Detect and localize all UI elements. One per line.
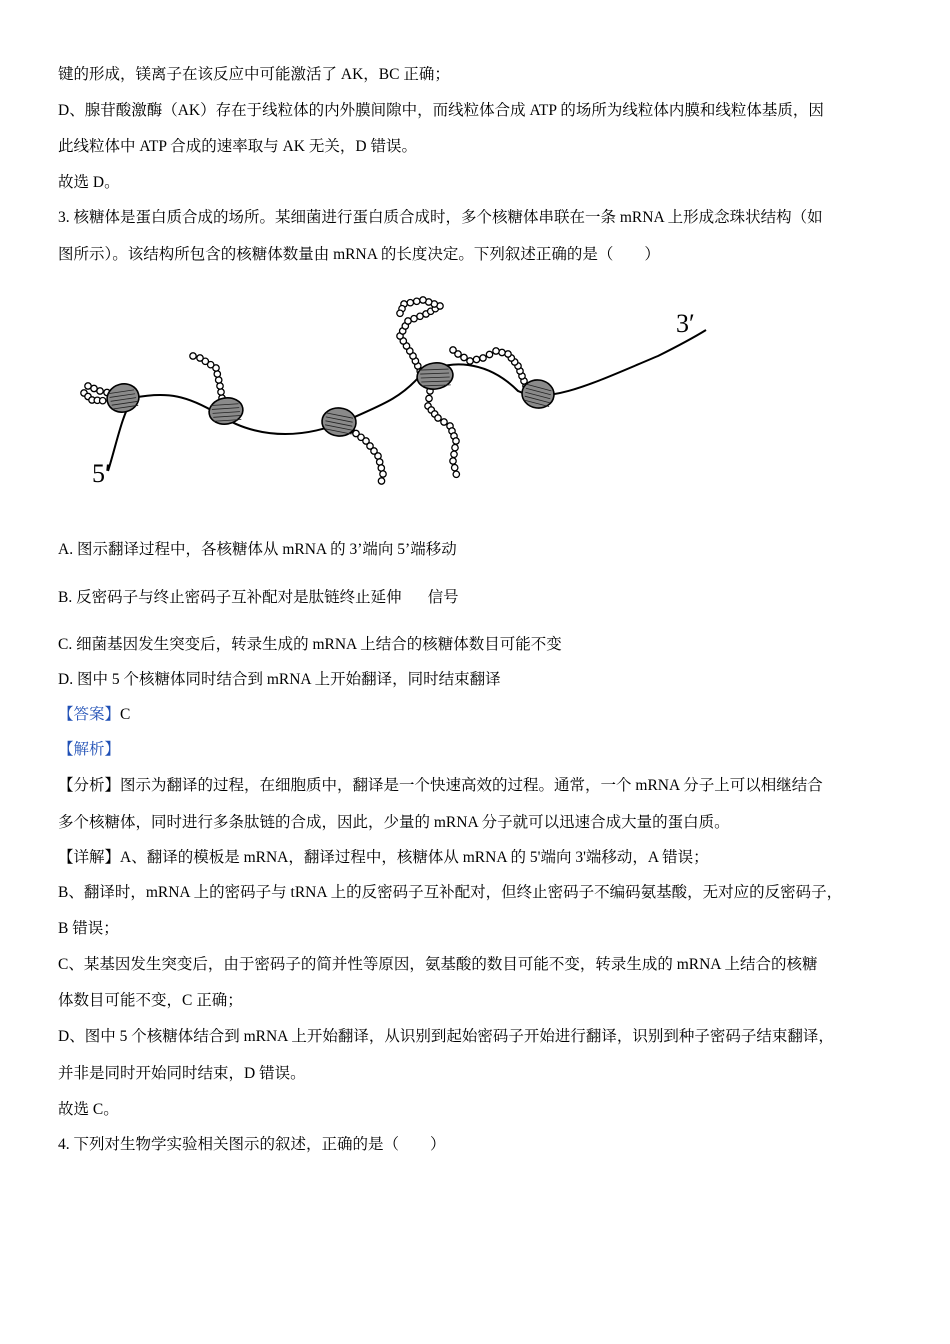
ribosomes [104, 361, 556, 438]
analysis-head: 【分析】 [58, 777, 121, 794]
amino-acid-bead [100, 398, 106, 404]
amino-acid-bead [420, 297, 426, 303]
amino-acid-bead [85, 383, 91, 389]
option-a: A. 图示翻译过程中，各核糖体从 mRNA 的 3’端向 5’端移动 [58, 541, 457, 558]
analysis-line: 多个核糖体，同时进行多条肽链的合成，因此，少量的 mRNA 分子就可以迅速合成大量的蛋白质。 [58, 814, 730, 831]
amino-acid-bead [451, 451, 457, 457]
ribosome [207, 395, 245, 427]
ribosome [104, 380, 142, 415]
polysome-figure [78, 296, 728, 496]
amino-acid-bead [414, 298, 420, 304]
amino-acid-bead [216, 377, 222, 383]
detail-line: B 错误； [58, 920, 119, 937]
analysis-tag: 【解析】 [58, 741, 121, 758]
amino-acid-bead [453, 438, 459, 444]
amino-acid-bead [461, 354, 467, 360]
detail-line: C、某基因发生突变后，由于密码子的简并性等原因，氨基酸的数目可能不变，转录生成的 mRNA 上结合的核糖 [58, 956, 818, 973]
conclusion: 故选 C。 [58, 1101, 119, 1118]
analysis-line [58, 775, 823, 797]
detail-line: 体数目可能不变，C 正确； [58, 992, 243, 1009]
amino-acid-bead [426, 395, 432, 401]
text-line: 键的形成，镁离子在该反应中可能激活了 AK，BC 正确； [58, 66, 450, 83]
option-b-text: 信号 [427, 589, 459, 606]
peptide-chains [81, 297, 529, 484]
amino-acid-bead [190, 353, 196, 359]
option-b [58, 587, 459, 609]
analysis-text: 图示为翻译的过程，在细胞质中，翻译是一个快速高效的过程。通常，一个 mRNA 分子上可以相继结合 [120, 777, 823, 794]
amino-acid-bead [435, 415, 441, 421]
amino-acid-bead [450, 458, 456, 464]
amino-acid-bead [452, 445, 458, 451]
question-3-stem: 3. 核糖体是蛋白质合成的场所。某细菌进行蛋白质合成时，多个核糖体串联在一条 mRNA 上形成念珠状结构（如 [58, 209, 823, 226]
amino-acid-bead [397, 310, 403, 316]
answer-value: C [120, 706, 131, 723]
amino-acid-bead [217, 383, 223, 389]
answer-line [58, 704, 130, 726]
amino-acid-bead [453, 471, 459, 477]
question-3-stem: 图所示）。该结构所包含的核糖体数量由 mRNA 的长度决定。下列叙述正确的是（ ） [58, 246, 660, 263]
text-line: 故选 D。 [58, 174, 120, 191]
amino-acid-bead [218, 389, 224, 395]
option-b-text: B. 反密码子与终止密码子互补配对是肽链终止延伸 [58, 589, 402, 606]
amino-acid-bead [467, 358, 473, 364]
amino-acid-bead [441, 419, 447, 425]
amino-acid-bead [473, 356, 479, 362]
amino-acid-bead [452, 465, 458, 471]
detail-text: A、翻译的模板是 mRNA，翻译过程中，核糖体从 mRNA 的 5'端向 3'端移动，A 错误； [120, 849, 709, 866]
amino-acid-bead [378, 478, 384, 484]
detail-line [58, 847, 709, 869]
amino-acid-bead [486, 351, 492, 357]
option-d: D. 图中 5 个核糖体同时结合到 mRNA 上开始翻译，同时结束翻译 [58, 671, 501, 688]
amino-acid-bead [380, 471, 386, 477]
detail-line: D、图中 5 个核糖体结合到 mRNA 上开始翻译，从识别到起始密码子开始进行翻译，识别到种子密码子结束翻译， [58, 1028, 834, 1045]
detail-line: 并非是同时开始同时结束，D 错误。 [58, 1065, 306, 1082]
detail-line: B、翻译时，mRNA 上的密码子与 tRNA 上的反密码子互补配对，但终止密码子不编码氨基酸，无对应的反密码子， [58, 884, 843, 901]
amino-acid-bead [450, 347, 456, 353]
option-c: C. 细菌基因发生突变后，转录生成的 mRNA 上结合的核糖体数目可能不变 [58, 636, 562, 653]
answer-tag: 【答案】 [58, 706, 121, 723]
label-5-prime: 5′ [92, 459, 111, 488]
amino-acid-bead [214, 371, 220, 377]
text-line: D、腺苷酸激酶（AK）存在于线粒体的内外膜间隙中，而线粒体合成 ATP 的场所为线粒体内膜和线粒体基质，因 [58, 102, 824, 119]
question-4-stem: 4. 下列对生物学实验相关图示的叙述，正确的是（ ） [58, 1136, 446, 1153]
label-3-prime: 3′ [676, 309, 695, 338]
text-line: 此线粒体中 ATP 合成的速率取与 AK 无关，D 错误。 [58, 138, 417, 155]
amino-acid-bead [407, 300, 413, 306]
detail-head: 【详解】 [58, 849, 121, 866]
amino-acid-bead [197, 355, 203, 361]
amino-acid-bead [480, 355, 486, 361]
amino-acid-bead [493, 348, 499, 354]
